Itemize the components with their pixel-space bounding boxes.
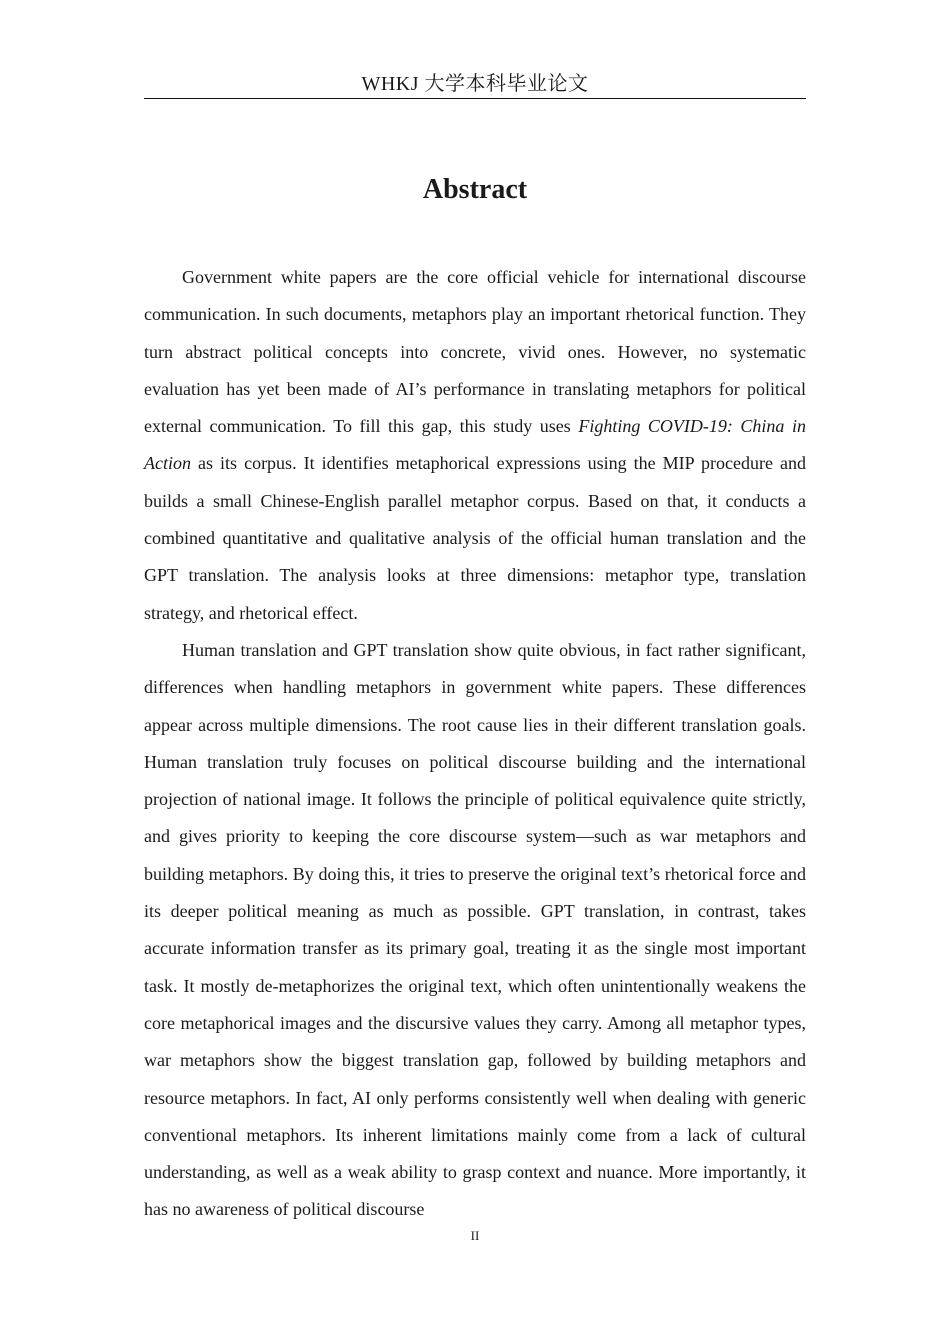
abstract-paragraph-1 bbox=[144, 259, 806, 632]
paragraph-1-text-before: Government white papers are the core official vehicle for international discourse communication. In such documents, metaphors play an important rhetorical function. They turn abstract political concepts into concrete, vivid ones. However, no systematic evaluation has yet been made of AI’s performance in translating metaphors for political external communication. To fill this gap, this study uses bbox=[144, 267, 806, 437]
abstract-body bbox=[144, 259, 806, 1229]
header-rule bbox=[144, 98, 806, 99]
running-header: WHKJ 大学本科毕业论文 bbox=[361, 73, 589, 95]
section-title: Abstract bbox=[422, 174, 528, 205]
page-number: II bbox=[470, 1228, 480, 1243]
corpus-title: Fighting COVID-19: China in Action bbox=[144, 416, 806, 474]
abstract-paragraph-2: Human translation and GPT translation show quite obvious, in fact rather significant, differences when handling metaphors in government white papers. These differences appear across multiple dimensions. The root cause lies in their different translation goals. Human translation truly focuses on political discourse building and the international projection of national image. It follows the principle of political equivalence quite strictly, and gives priority to keeping the core discourse system—such as war metaphors and building metaphors. By doing this, it tries to preserve the original text’s rhetorical force and its deeper political meaning as much as possible. GPT translation, in contrast, takes accurate information transfer as its primary goal, treating it as the single most important task. It mostly de-metaphorizes the original text, which often unintentionally weakens the core metaphorical images and the discursive values they carry. Among all metaphor types, war metaphors show the biggest translation gap, followed by building metaphors and resource metaphors. In fact, AI only performs consistently well when dealing with generic conventional metaphors. Its inherent limitations mainly come from a lack of cultural understanding, as well as a weak ability to grasp context and nuance. More importantly, it has no awareness of political discourse bbox=[144, 639, 806, 1220]
paragraph-1-text-after: as its corpus. It identifies metaphorical expressions using the MIP procedure and builds a small Chinese-English parallel metaphor corpus. Based on that, it conducts a combined quantitative and qualitative analysis of the official human translation and the GPT translation. The analysis looks at three dimensions: metaphor type, translation strategy, and rhetorical effect. bbox=[144, 453, 806, 623]
